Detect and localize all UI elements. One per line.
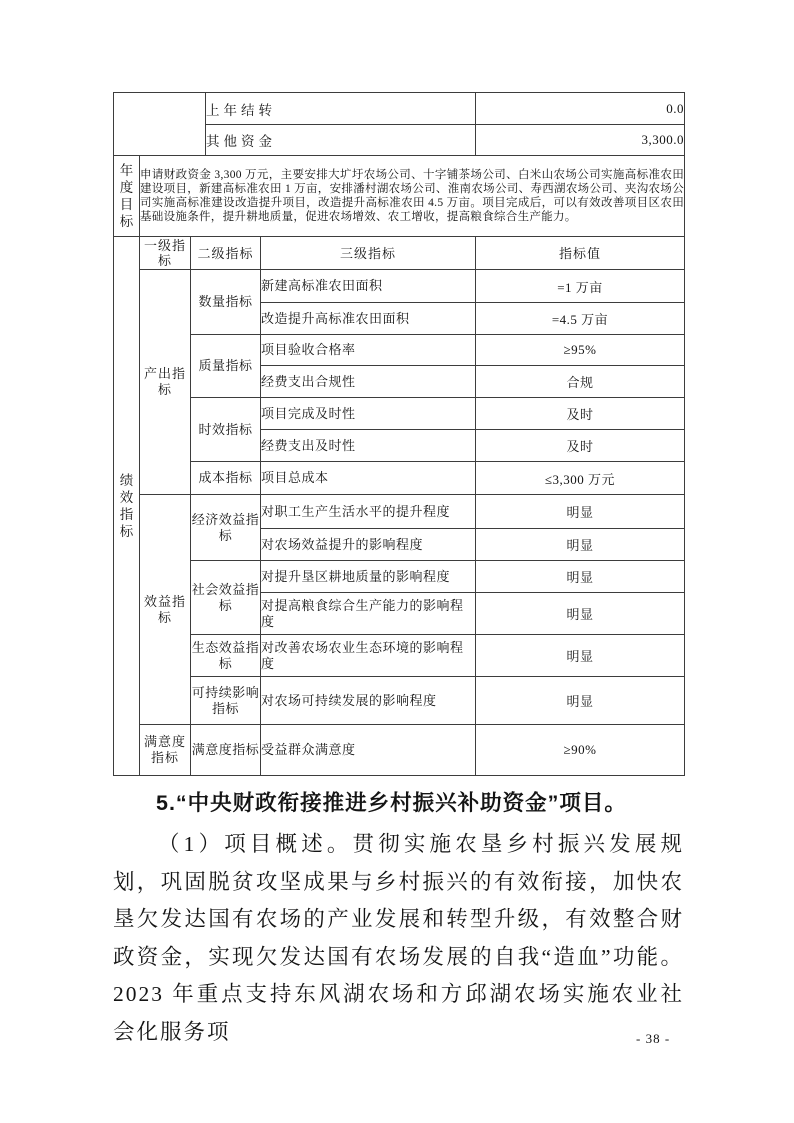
table-row [114, 677, 685, 725]
value-cell: 明显 [476, 561, 685, 593]
table-row [114, 725, 685, 776]
annual-goal-label: 年度目标 [114, 156, 140, 237]
page-number: - 38 - [636, 1031, 671, 1046]
value-cell: 及时 [476, 398, 685, 430]
other-funds-label: 其他资金 [206, 125, 476, 156]
header-level2: 二级指标 [191, 237, 261, 270]
level2-cell: 质量指标 [191, 335, 261, 398]
perf-side-label: 绩效指标 [114, 237, 140, 776]
level2-cell: 成本指标 [191, 462, 261, 495]
level3-cell: 受益群众满意度 [261, 725, 476, 776]
value-cell: 明显 [476, 495, 685, 529]
section-paragraph: （1）项目概述。贯彻实施农垦乡村振兴发展规划，巩固脱贫攻坚成果与乡村振兴的有效衔接，加快农垦欠发达国有农场的产业发展和转型升级，有效整合财政资金，实现欠发达国有农场发展的自我“造血”功能。2023 年重点支持东风湖农场和方邱湖农场实施农业社会化服务项 [113, 832, 684, 1044]
level2-cell: 生态效益指标 [191, 635, 261, 677]
level1-cell: 产出指标 [140, 270, 191, 495]
section-heading: 5.“中央财政衔接推进乡村振兴补助资金”项目。 [156, 791, 627, 815]
table-header-row [114, 237, 685, 270]
table-row [114, 462, 685, 495]
table-row [114, 335, 685, 366]
header-level3: 三级指标 [261, 237, 476, 270]
header-level1: 一级指标 [140, 237, 191, 270]
performance-indicator-table [113, 236, 685, 776]
value-cell: 明显 [476, 677, 685, 725]
table-row [114, 495, 685, 529]
funding-empty-cell [114, 93, 206, 156]
level2-cell: 经济效益指标 [191, 495, 261, 561]
header-value: 指标值 [476, 237, 685, 270]
level3-cell: 对农场效益提升的影响程度 [261, 529, 476, 561]
value-cell: 明显 [476, 529, 685, 561]
table-row [114, 398, 685, 430]
level3-cell: 新建高标准农田面积 [261, 270, 476, 303]
table-row [114, 561, 685, 593]
table-row [114, 93, 685, 125]
level1-cell: 效益指标 [140, 495, 191, 725]
document-content [113, 92, 684, 1051]
value-cell: =4.5 万亩 [476, 303, 685, 335]
table-row [114, 635, 685, 677]
value-cell: =1 万亩 [476, 270, 685, 303]
value-cell: ≤3,300 万元 [476, 462, 685, 495]
level3-cell: 项目总成本 [261, 462, 476, 495]
level2-cell: 时效指标 [191, 398, 261, 462]
value-cell: 明显 [476, 635, 685, 677]
level2-cell: 社会效益指标 [191, 561, 261, 635]
level3-cell: 对职工生产生活水平的提升程度 [261, 495, 476, 529]
carryover-value: 0.0 [476, 93, 685, 125]
level3-cell: 对提高粮食综合生产能力的影响程度 [261, 593, 476, 635]
carryover-label: 上年结转 [206, 93, 476, 125]
level3-cell: 对农场可持续发展的影响程度 [261, 677, 476, 725]
table-row [114, 156, 685, 237]
level3-cell: 改造提升高标准农田面积 [261, 303, 476, 335]
level3-cell: 经费支出及时性 [261, 430, 476, 462]
funding-table [113, 92, 685, 156]
value-cell: 明显 [476, 593, 685, 635]
level1-cell: 满意度指标 [140, 725, 191, 776]
level3-cell: 经费支出合规性 [261, 366, 476, 398]
table-row [114, 270, 685, 303]
annual-goal-text: 申请财政资金 3,300 万元，主要安排大圹圩农场公司、十字铺茶场公司、白米山农场公司实施高标准农田建设项目，新建高标准农田 1 万亩，安排潘村湖农场公司、淮南农场公司、寿西湖农场公司、夹沟农场公司实施高标准建设改造提升项目，改造提升高标准农田 4.5 万亩。项目完成后，可以有效改善项目区农田基础设施条件，提升耕地质量，促进农场增效、农工增收，提高粮食综合生产能力。 [140, 156, 685, 237]
level3-cell: 项目验收合格率 [261, 335, 476, 366]
value-cell: ≥95% [476, 335, 685, 366]
annual-goal-table [113, 155, 685, 237]
level2-cell: 可持续影响指标 [191, 677, 261, 725]
value-cell: 及时 [476, 430, 685, 462]
value-cell: 合规 [476, 366, 685, 398]
other-funds-value: 3,300.0 [476, 125, 685, 156]
value-cell: ≥90% [476, 725, 685, 776]
level2-cell: 数量指标 [191, 270, 261, 335]
level3-cell: 对改善农场农业生态环境的影响程度 [261, 635, 476, 677]
level3-cell: 项目完成及时性 [261, 398, 476, 430]
level3-cell: 对提升垦区耕地质量的影响程度 [261, 561, 476, 593]
level2-cell: 满意度指标 [191, 725, 261, 776]
